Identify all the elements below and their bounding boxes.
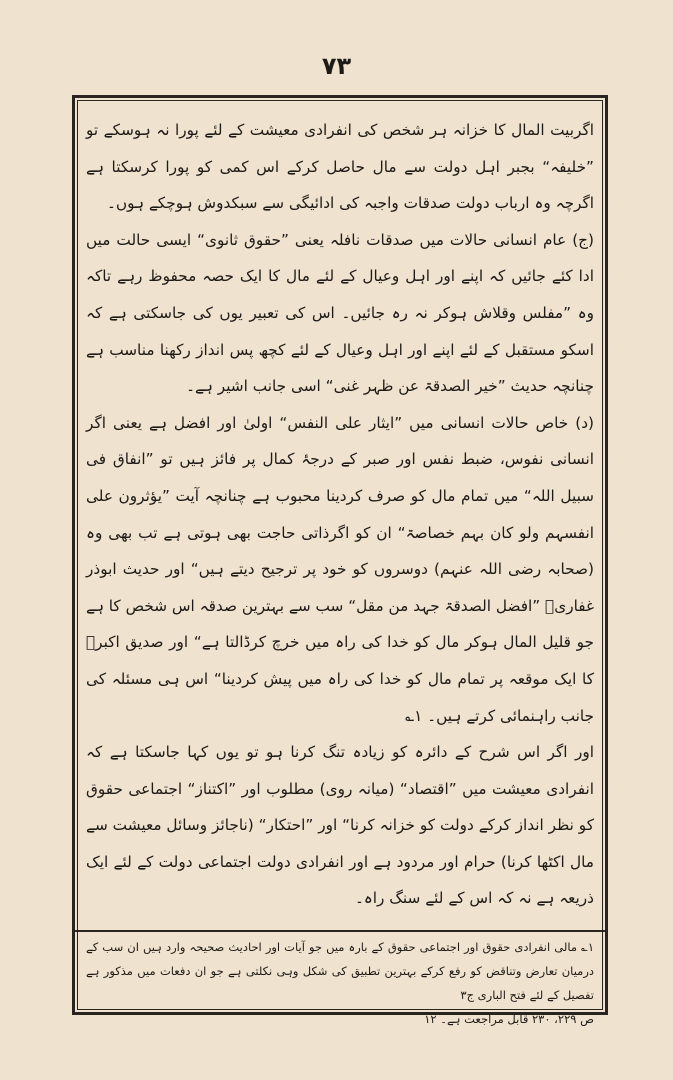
main-text-block: [86, 112, 594, 932]
page-number: ۷۳: [321, 52, 352, 80]
paragraph-daal: (د) خاص حالات انسانی میں ”ایثار علی النفس“ اولیٰ اور افضل ہے یعنی اگر انسانی نفوس، ضبط نفس اور صبر کے درجۂ کمال پر فائز ہیں تو ”انفاق فی سبیل اللہ“ میں تمام مال کو صرف کردینا محبوب ہے چنانچہ آیت ”یؤثرون علی انفسہم ولو کان بہم خصاصۃ“ ان کو اگرذاتی حاجت بھی ہوتی ہے تب بھی وہ (صحابہ رضی اللہ عنہم) دوسروں کو خود پر ترجیح دیتے ہیں“ اور حدیث ابوذر غفاریؓ ”افضل الصدقۃ جہد من مقل“ سب سے بہترین صدقہ اس شخص کا ہے جو قلیل المال ہوکر مال کو خدا کی راہ میں خرچ کرڈالتا ہے“ اور صدیق اکبرؓ کا ایک موقعہ پر تمام مال کو خدا کی راہ میں پیش کردینا“ اس ہی مسئلہ کی جانب راہنمائی کرتے ہیں۔ ۱؎: [85, 413, 594, 725]
footnote-line: ۱؎ مالی انفرادی حقوق اور اجتماعی حقوق کے بارہ میں جو آیات اور احادیث صحیحہ وارد ہیں ان سب کے درمیان تعارض وتناقض کو رفع کرکے بہترین تطبیق کی شکل وہی نکلتی ہے جو ان دفعات میں مذکور ہے تفصیل کے لئے فتح الباری ج۳: [86, 940, 594, 1002]
footnote-divider: [75, 930, 605, 932]
footnotes-block: [86, 935, 594, 1031]
paragraph-jeem: (ج) عام انسانی حالات میں صدقات نافلہ یعنی ”حقوق ثانوی“ ایسی حالت میں ادا کئے جائیں کہ اپنے اور اہل وعیال کے لئے مال کا ایک حصہ محفوظ رہے تاکہ وہ ”مفلس وقلاش ہوکر نہ رہ جائیں۔ اس کی تعبیر یوں کی جاسکتی ہے کہ اسکو مستقبل کے لئے اپنے اور اہل وعیال کے لئے کچھ پس انداز رکھنا مناسب ہے چنانچہ حدیث ”خیر الصدقۃ عن ظہر غنی“ اسی جانب اشیر ہے۔: [86, 230, 594, 396]
footnote-line: ص ۲۲۹، ۲۳۰ قابل مراجعت ہے۔ ۱۲: [424, 1012, 594, 1026]
paragraph-conclusion: اور اگر اس شرح کے دائرہ کو زیادہ تنگ کرنا ہو تو یوں کہا جاسکتا ہے کہ انفرادی معیشت میں ”اقتصاد“ (میانہ روی) مطلوب اور ”اکتناز“ اجتماعی حقوق کو نظر انداز کرکے دولت کو خزانہ کرنا“ اور ”احتکار“ (ناجائز وسائل معیشت سے مال اکٹھا کرنا) حرام اور مردود ہے اور انفرادی دولت اجتماعی دولت کے لئے ایک ذریعہ ہے نہ کہ اس کے لئے سنگ راہ۔: [86, 743, 594, 908]
paragraph-intro: اگربیت المال کا خزانہ ہر شخص کی انفرادی معیشت کے لئے پورا نہ ہوسکے تو ”خلیفہ“ بجبر اہل دولت سے مال حاصل کرکے اس کمی کو پورا کرسکتا ہے اگرچہ وہ ارباب دولت صدقات واجبہ کی ادائیگی سے سبکدوش ہوچکے ہوں۔: [86, 121, 594, 213]
